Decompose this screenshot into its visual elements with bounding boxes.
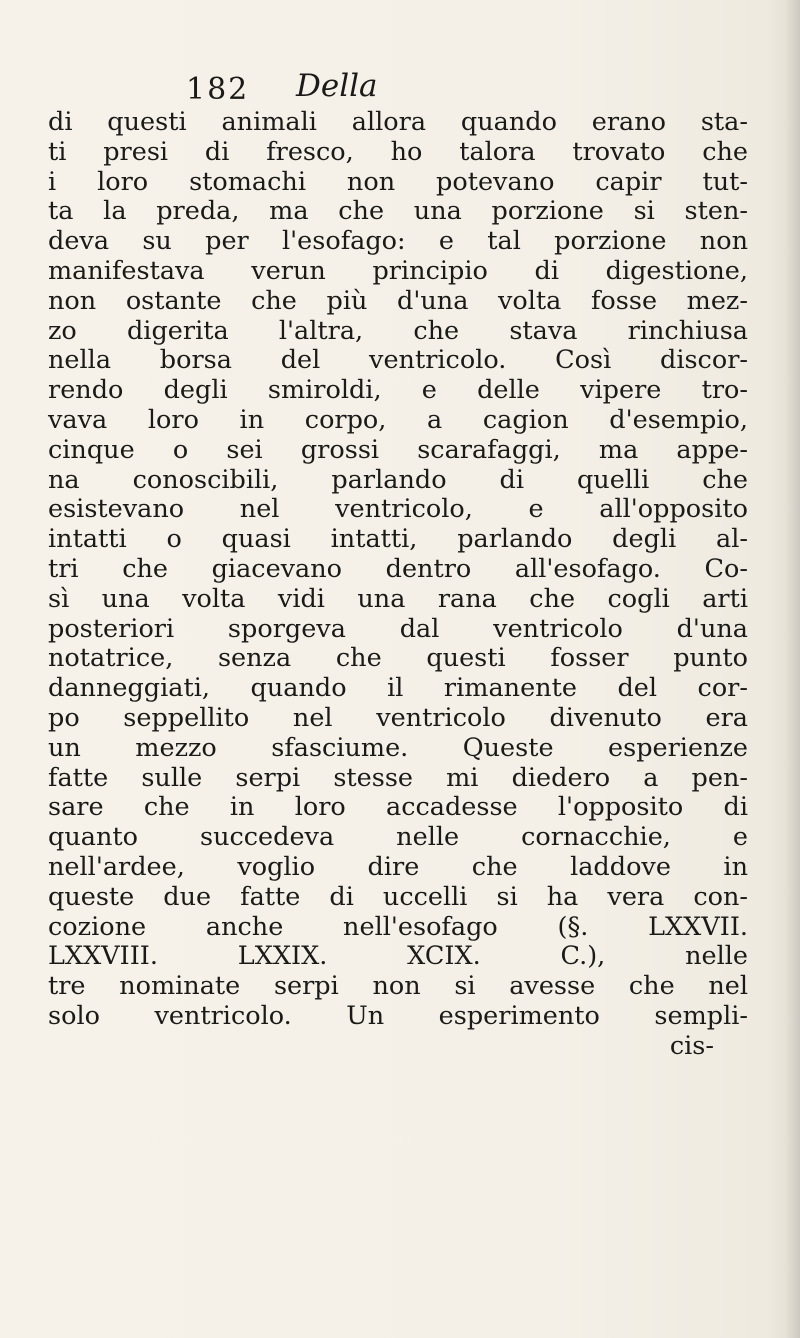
- text-line: intatti o quasi intatti, parlando degli al-: [48, 524, 748, 555]
- text-line: ta la preda, ma che una porzione si sten-: [48, 196, 748, 227]
- catchword: cis-: [669, 1030, 714, 1061]
- page-edge-shadow: [786, 0, 800, 1338]
- text-line: quanto succedeva nelle cornacchie, e: [48, 822, 748, 853]
- text-line: cinque o sei grossi scarafaggi, ma appe-: [48, 434, 748, 465]
- text-line: sare che in loro accadesse l'opposito di: [48, 792, 748, 823]
- body-text: [48, 108, 748, 1062]
- text-line: ti presi di fresco, ho talora trovato che: [48, 136, 748, 167]
- text-line: po seppellito nel ventricolo divenuto era: [48, 702, 748, 733]
- text-line: fatte sulle serpi stesse mi diedero a pen-: [48, 762, 748, 793]
- text-line: zo digerita l'altra, che stava rinchiusa: [48, 315, 748, 346]
- text-line: rendo degli smiroldi, e delle vipere tro-: [48, 375, 748, 406]
- text-line: tre nominate serpi non si avesse che nel: [48, 971, 748, 1002]
- text-line: posteriori sporgeva dal ventricolo d'una: [48, 613, 748, 644]
- text-line: notatrice, senza che questi fosser punto: [48, 643, 748, 674]
- text-line: na conoscibili, parlando di quelli che: [48, 464, 748, 495]
- page-number: 182: [186, 72, 250, 107]
- text-line: LXXVIII. LXXIX. XCIX. C.), nelle: [48, 941, 748, 972]
- text-line: manifestava verun principio di digestione,: [48, 255, 748, 286]
- text-line: queste due fatte di uccelli si ha vera con-: [48, 881, 748, 912]
- text-line: vava loro in corpo, a cagion d'esempio,: [48, 404, 748, 435]
- text-line: i loro stomachi non potevano capir tut-: [48, 166, 748, 197]
- text-line: nell'ardee, voglio dire che laddove in: [48, 851, 748, 882]
- text-line: tri che giacevano dentro all'esofago. Co-: [48, 553, 748, 584]
- text-line: un mezzo sfasciume. Queste esperienze: [48, 732, 748, 763]
- running-head: Della: [296, 68, 378, 104]
- text-line: deva su per l'esofago: e tal porzione non: [48, 226, 748, 257]
- text-line: danneggiati, quando il rimanente del cor-: [48, 673, 748, 704]
- text-line: di questi animali allora quando erano sta-: [48, 107, 748, 137]
- text-line: esistevano nel ventricolo, e all'opposito: [48, 494, 748, 525]
- text-line: nella borsa del ventricolo. Così discor-: [48, 345, 748, 376]
- text-line: sì una volta vidi una rana che cogli arti: [48, 583, 748, 614]
- text-line: cozione anche nell'esofago (§. LXXVII.: [48, 911, 748, 942]
- text-line: solo ventricolo. Un esperimento sempli-: [48, 1000, 748, 1031]
- page-header: [186, 68, 566, 112]
- text-line: non ostante che più d'una volta fosse mez-: [48, 285, 748, 316]
